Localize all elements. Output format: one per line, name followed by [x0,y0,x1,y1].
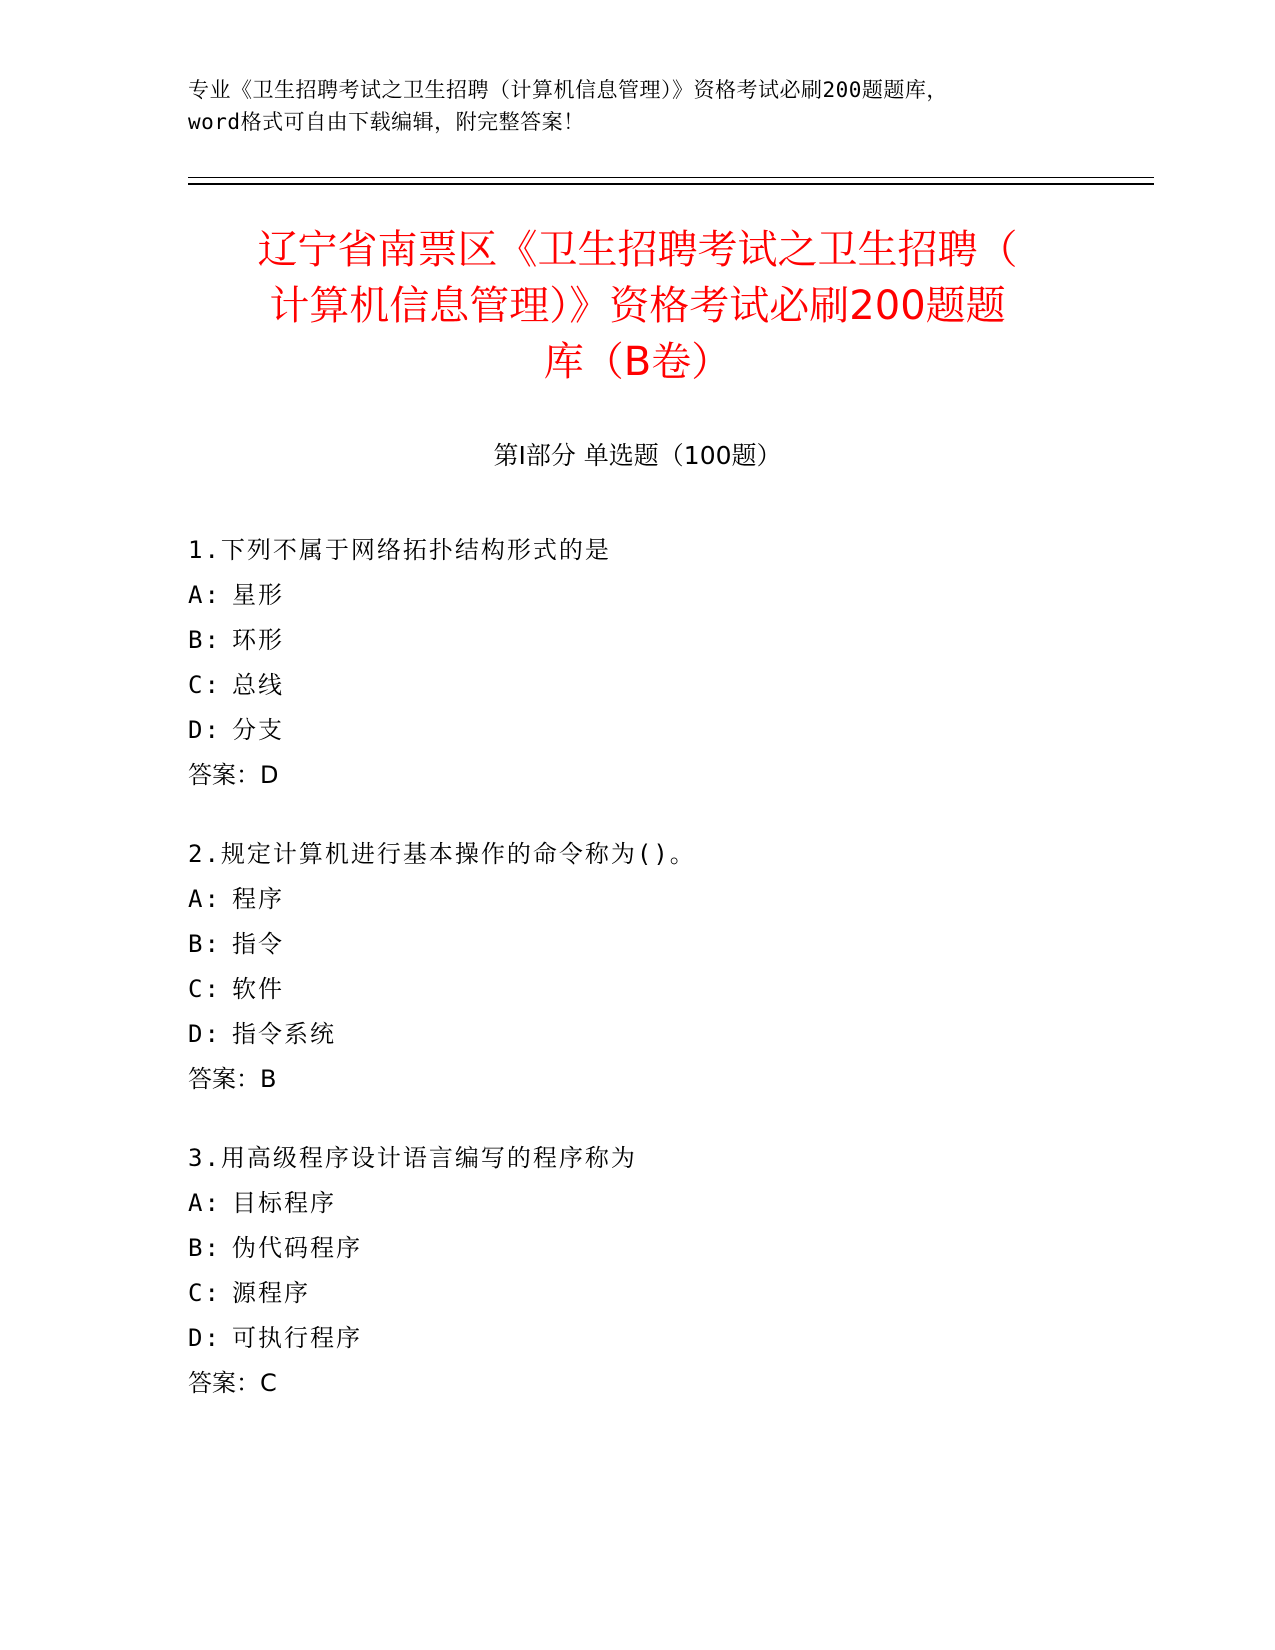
answer-line: 答案：C [188,1369,277,1397]
option-label: A: [188,581,221,609]
option-label: D: [188,716,221,744]
answer-line: 答案：B [188,1065,277,1093]
option-b [188,1226,1088,1271]
option-text: 环形 [232,626,284,654]
option-label: B: [188,1234,221,1262]
question-stem: 1.下列不属于网络拓扑结构形式的是 [188,536,611,564]
option-c [188,967,1088,1012]
option-b [188,922,1088,967]
header-divider-thin [188,177,1154,178]
answer-line: 答案：D [188,761,279,789]
option-a [188,573,1088,618]
document-header [188,74,1088,138]
option-d [188,1316,1088,1361]
header-line-1: 专业《卫生招聘考试之卫生招聘（计算机信息管理）》资格考试必刷200题题库， [188,78,948,102]
option-label: C: [188,975,221,1003]
option-text: 总线 [232,671,284,699]
option-d [188,708,1088,753]
title-line-3: 库（B卷） [543,339,732,385]
option-text: 分支 [232,716,284,744]
option-label: B: [188,626,221,654]
option-c [188,1271,1088,1316]
title-line-1: 辽宁省南票区《卫生招聘考试之卫生招聘（ [257,227,1018,273]
section-heading: 第Ⅰ部分 单选题（100题） [493,441,782,470]
option-text: 星形 [232,581,284,609]
title-line-2: 计算机信息管理）》资格考试必刷200题题 [269,283,1006,329]
question-3 [188,1136,1088,1406]
option-label: A: [188,885,221,913]
question-2 [188,832,1088,1102]
option-a [188,1181,1088,1226]
option-text: 伪代码程序 [232,1234,362,1262]
question-stem: 3.用高级程序设计语言编写的程序称为 [188,1144,637,1172]
question-1 [188,528,1088,798]
option-label: D: [188,1020,221,1048]
question-list [188,528,1088,1440]
option-c [188,663,1088,708]
option-text: 目标程序 [232,1189,336,1217]
option-text: 指令 [232,930,284,958]
option-text: 软件 [232,975,284,1003]
option-text: 指令系统 [232,1020,336,1048]
option-text: 源程序 [232,1279,310,1307]
option-text: 可执行程序 [232,1324,362,1352]
option-b [188,618,1088,663]
document-title [170,222,1105,390]
option-label: C: [188,671,221,699]
option-label: A: [188,1189,221,1217]
option-text: 程序 [232,885,284,913]
option-label: B: [188,930,221,958]
option-d [188,1012,1088,1057]
header-line-2: word格式可自由下载编辑，附完整答案！ [188,110,585,134]
header-divider-thick [188,183,1154,185]
question-stem: 2.规定计算机进行基本操作的命令称为()。 [188,840,696,868]
option-a [188,877,1088,922]
option-label: D: [188,1324,221,1352]
option-label: C: [188,1279,221,1307]
